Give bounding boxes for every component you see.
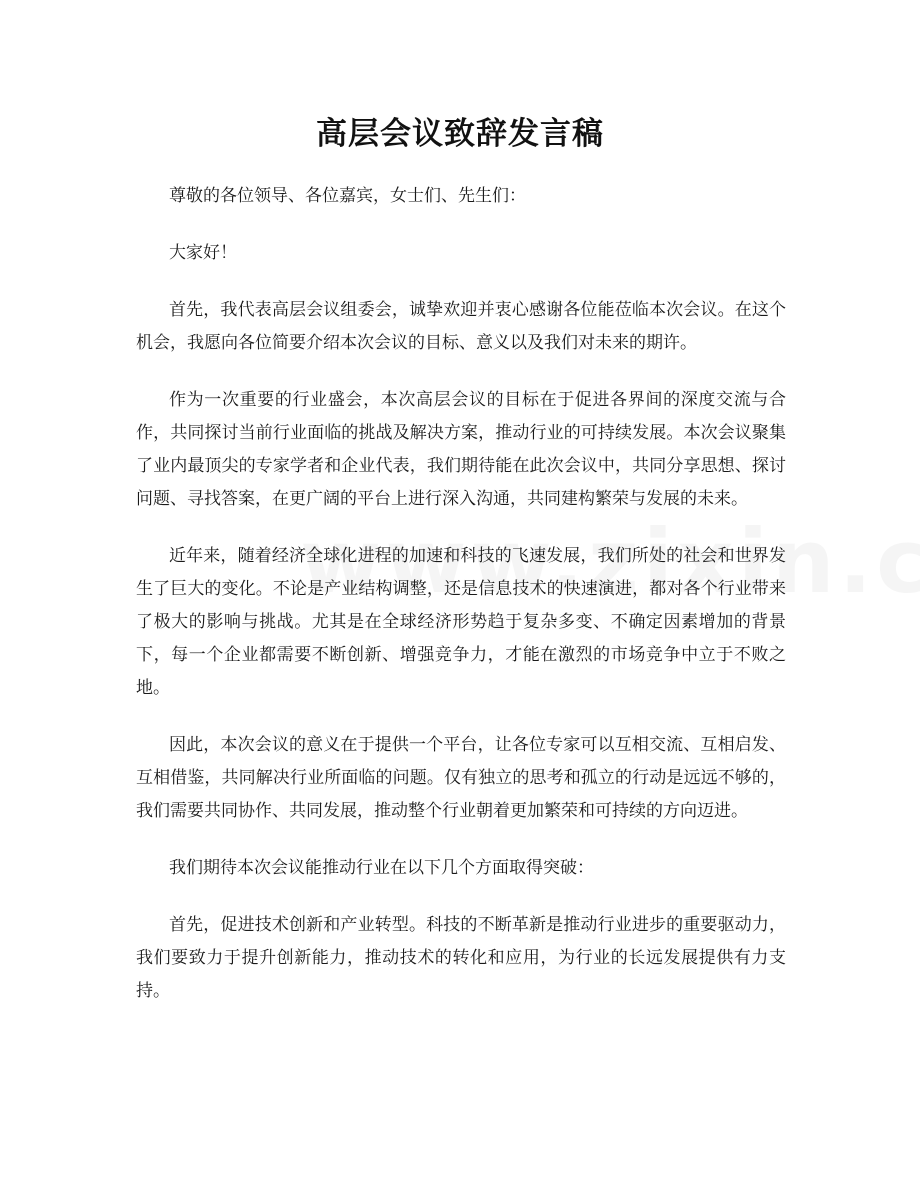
paragraph-expectations: 我们期待本次会议能推动行业在以下几个方面取得突破： (169, 858, 594, 878)
document-title: 高层会议致辞发言稿 (316, 116, 604, 152)
paragraph-innovation: 首先，促进技术创新和产业转型。科技的不断革新是推动行业进步的重要驱动力，我们要致力于提升创新能力，推动技术的转化和应用，为行业的长远发展提供有力支持。 (136, 915, 786, 1001)
paragraph-background: 近年来，随着经济全球化进程的加速和科技的飞速发展，我们所处的社会和世界发生了巨大的变化。不论是产业结构调整，还是信息技术的快速演进，都对各个行业带来了极大的影响与挑战。尤其是在全球经济形势趋于复杂多变、不确定因素增加的背景下，每一个企业都需要不断创新、增强竞争力，才能在激烈的市场竞争中立于不败之地。 (136, 546, 786, 698)
paragraph-greeting: 大家好！ (169, 243, 237, 263)
paragraph-goals: 作为一次重要的行业盛会，本次高层会议的目标在于促进各界间的深度交流与合作，共同探讨当前行业面临的挑战及解决方案，推动行业的可持续发展。本次会议聚集了业内最顶尖的专家学者和企业代表，我们期待能在此次会议中，共同分享思想、探讨问题、寻找答案，在更广阔的平台上进行深入沟通，共同建构繁荣与发展的未来。 (136, 390, 786, 509)
paragraph-welcome: 首先，我代表高层会议组委会，诚挚欢迎并衷心感谢各位能莅临本次会议。在这个机会，我愿向各位简要介绍本次会议的目标、意义以及我们对未来的期许。 (136, 300, 786, 353)
paragraph-significance: 因此，本次会议的意义在于提供一个平台，让各位专家可以互相交流、互相启发、互相借鉴，共同解决行业所面临的问题。仅有独立的思考和孤立的行动是远远不够的，我们需要共同协作、共同发展，推动整个行业朝着更加繁荣和可持续的方向迈进。 (136, 735, 786, 821)
paragraph-salutation: 尊敬的各位领导、各位嘉宾，女士们、先生们： (169, 186, 526, 206)
document-body (136, 180, 786, 1032)
